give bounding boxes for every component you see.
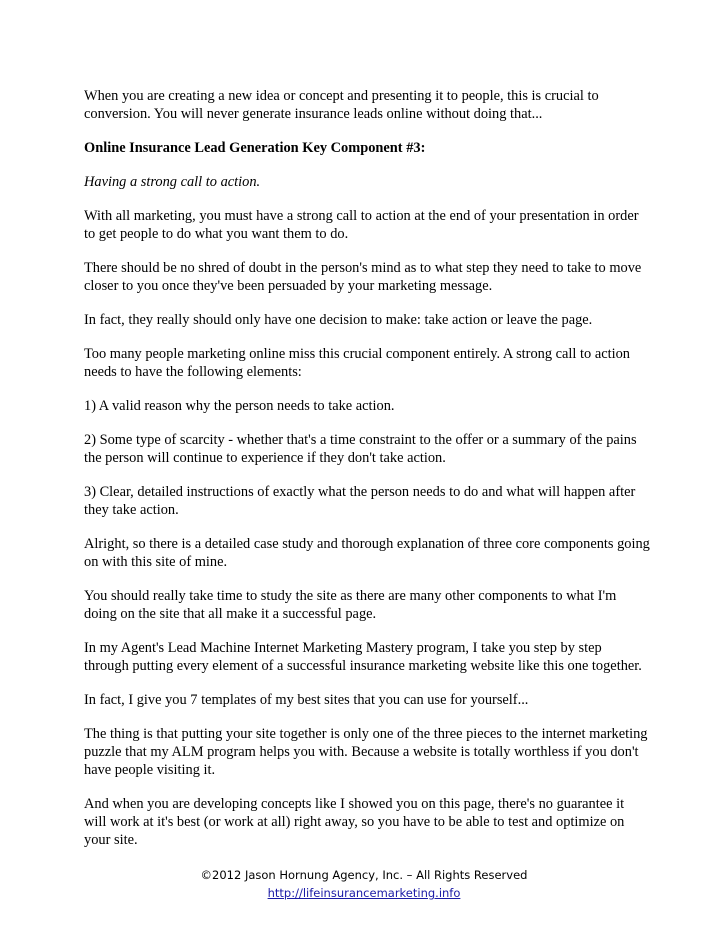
list-item: 2) Some type of scarcity - whether that's a time constraint to the offer or a summary of the pains the person will continue to experience if they don't take action. xyxy=(84,432,637,466)
paragraph: And when you are developing concepts like I showed you on this page, there's no guarantee it will work at it's best (or work at all) right away, so you have to be able to test and optimize on your site. xyxy=(84,796,625,848)
list-item: 3) Clear, detailed instructions of exactly what the person needs to do and what will happen after they take action. xyxy=(84,484,636,518)
copyright-text: ©2012 Jason Hornung Agency, Inc. – All Rights Reserved xyxy=(200,868,528,882)
paragraph: In fact, I give you 7 templates of my best sites that you can use for yourself... xyxy=(84,692,529,708)
paragraph: Alright, so there is a detailed case study and thorough explanation of three core components going on with this site of mine. xyxy=(84,536,650,570)
footer-link[interactable]: http://lifeinsurancemarketing.info xyxy=(267,886,461,900)
paragraph: There should be no shred of doubt in the person's mind as to what step they need to take to move closer to you once they've been persuaded by your marketing message. xyxy=(84,260,642,294)
paragraph-intro: When you are creating a new idea or concept and presenting it to people, this is crucial to conversion. You will never generate insurance leads online without doing that... xyxy=(84,88,599,122)
section-heading: Online Insurance Lead Generation Key Component #3: xyxy=(84,140,426,156)
page-footer xyxy=(0,866,728,902)
paragraph: The thing is that putting your site together is only one of the three pieces to the internet marketing puzzle that my ALM program helps you with. Because a website is totally worthless if you don't have people visiting it. xyxy=(84,726,648,778)
paragraph: With all marketing, you must have a strong call to action at the end of your presentation in order to get people to do what you want them to do. xyxy=(84,208,639,242)
document-body xyxy=(84,87,650,865)
paragraph: You should really take time to study the site as there are many other components to what I'm doing on the site that all make it a successful page. xyxy=(84,588,617,622)
paragraph: In my Agent's Lead Machine Internet Marketing Mastery program, I take you step by step through putting every element of a successful insurance marketing website like this one together. xyxy=(84,640,642,674)
paragraph: Too many people marketing online miss this crucial component entirely. A strong call to action needs to have the following elements: xyxy=(84,346,630,380)
section-subheading: Having a strong call to action. xyxy=(84,174,261,190)
paragraph: In fact, they really should only have one decision to make: take action or leave the page. xyxy=(84,312,593,328)
list-item: 1) A valid reason why the person needs to take action. xyxy=(84,398,395,414)
